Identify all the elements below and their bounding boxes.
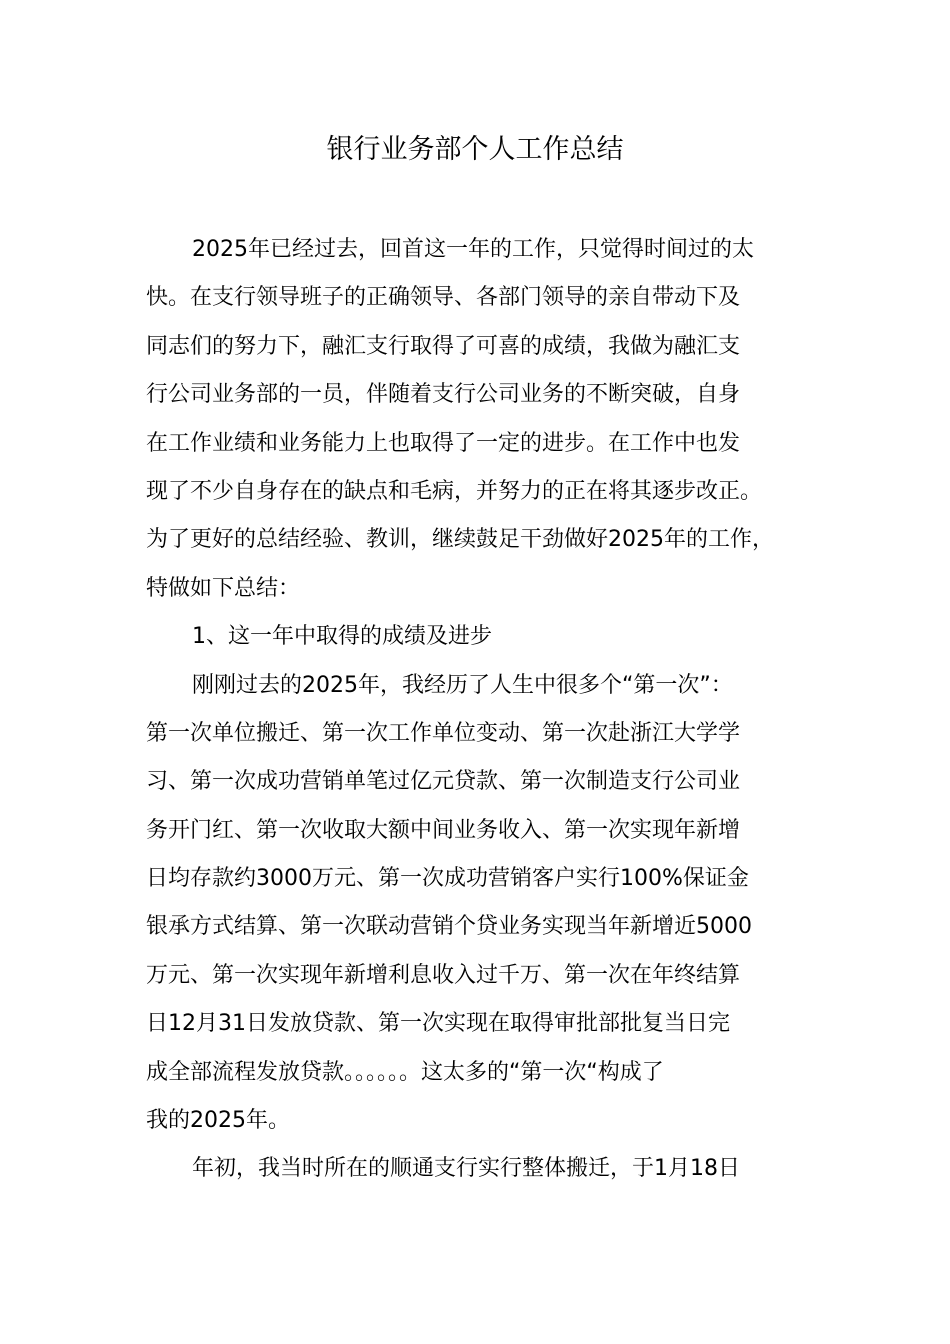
- body-line: 我的2025年。: [146, 1108, 290, 1134]
- body-line: 日均存款约3000万元、第一次成功营销客户实行100%保证金: [146, 866, 749, 892]
- body-line: 特做如下总结：: [146, 575, 301, 601]
- body-line: 同志们的努力下，融汇支行取得了可喜的成绩，我做为融汇支: [146, 333, 741, 359]
- body-line: 刚刚过去的2025年，我经历了人生中很多个“第一次”：: [192, 672, 733, 698]
- body-line: 日12月31日发放贷款、第一次实现在取得审批部批复当日完: [146, 1011, 730, 1037]
- body-line: 银承方式结算、第一次联动营销个贷业务实现当年新增近5000: [146, 914, 752, 940]
- body-line: 为了更好的总结经验、教训，继续鼓足干劲做好2025年的工作，: [146, 527, 774, 553]
- body-line: 快。在支行领导班子的正确领导、各部门领导的亲自带动下及: [146, 285, 741, 311]
- body-line: 2025年已经过去，回首这一年的工作，只觉得时间过的太: [192, 237, 754, 262]
- body-line: 第一次单位搬迁、第一次工作单位变动、第一次赴浙江大学学: [146, 720, 741, 746]
- body-line: 现了不少自身存在的缺点和毛病，并努力的正在将其逐步改正。: [146, 478, 763, 504]
- body-line: 在工作业绩和业务能力上也取得了一定的进步。在工作中也发: [146, 430, 741, 456]
- body-line: 年初，我当时所在的顺通支行实行整体搬迁，于1月18日: [192, 1156, 740, 1182]
- body-line: 务开门红、第一次收取大额中间业务收入、第一次实现年新增: [146, 817, 741, 843]
- body-line: 行公司业务部的一员，伴随着支行公司业务的不断突破，自身: [146, 382, 741, 408]
- body-line: 成全部流程发放贷款。。。。。。这太多的“第一次“构成了: [146, 1059, 664, 1085]
- body-line: 习、第一次成功营销单笔过亿元贷款、第一次制造支行公司业: [146, 769, 741, 795]
- body-line: 1、这一年中取得的成绩及进步: [192, 624, 492, 650]
- document-title: 银行业务部个人工作总结: [326, 134, 624, 165]
- document-body: [146, 226, 818, 1194]
- body-line: 万元、第一次实现年新增利息收入过千万、第一次在年终结算: [146, 962, 741, 988]
